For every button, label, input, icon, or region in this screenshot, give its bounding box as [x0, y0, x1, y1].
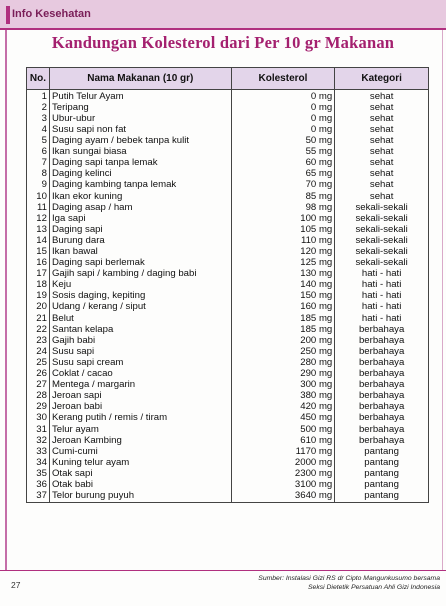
table-row: [27, 213, 429, 224]
cholesterol-value-cell: 250 mg: [231, 347, 335, 358]
category-cell: sehat: [335, 136, 429, 147]
right-margin-rule: [442, 30, 443, 570]
row-number-cell: 8: [27, 169, 50, 180]
row-number-cell: 9: [27, 180, 50, 191]
food-name-cell: Jeroan Kambing: [49, 435, 231, 446]
row-number-cell: 3: [27, 114, 50, 125]
food-name-cell: Burung dara: [49, 236, 231, 247]
cholesterol-value-cell: 85 mg: [231, 191, 335, 202]
row-number-cell: 6: [27, 147, 50, 158]
category-cell: sekali-sekali: [335, 247, 429, 258]
category-cell: sekali-sekali: [335, 258, 429, 269]
row-number-cell: 32: [27, 435, 50, 446]
category-cell: berbahaya: [335, 369, 429, 380]
food-name-cell: Daging kelinci: [49, 169, 231, 180]
cholesterol-value-cell: 610 mg: [231, 435, 335, 446]
table-row: [27, 491, 429, 503]
cholesterol-value-cell: 185 mg: [231, 324, 335, 335]
cholesterol-value-cell: 185 mg: [231, 313, 335, 324]
food-name-cell: Telor burung puyuh: [49, 491, 231, 503]
table-row: [27, 180, 429, 191]
row-number-cell: 21: [27, 313, 50, 324]
food-name-cell: Daging sapi: [49, 225, 231, 236]
category-cell: berbahaya: [335, 391, 429, 402]
category-cell: berbahaya: [335, 324, 429, 335]
row-number-cell: 30: [27, 413, 50, 424]
food-name-cell: Santan kelapa: [49, 324, 231, 335]
row-number-cell: 1: [27, 90, 50, 103]
row-number-cell: 22: [27, 324, 50, 335]
cholesterol-value-cell: 1170 mg: [231, 446, 335, 457]
cholesterol-value-cell: 105 mg: [231, 225, 335, 236]
cholesterol-value-cell: 50 mg: [231, 136, 335, 147]
food-name-cell: Daging ayam / bebek tanpa kulit: [49, 136, 231, 147]
cholesterol-value-cell: 290 mg: [231, 369, 335, 380]
category-cell: pantang: [335, 480, 429, 491]
cholesterol-value-cell: 100 mg: [231, 213, 335, 224]
food-name-cell: Iga sapi: [49, 213, 231, 224]
category-cell: hati - hati: [335, 280, 429, 291]
food-name-cell: Belut: [49, 313, 231, 324]
food-name-cell: Susu sapi cream: [49, 358, 231, 369]
row-number-cell: 23: [27, 335, 50, 346]
row-number-cell: 37: [27, 491, 50, 503]
food-name-cell: Cumi-cumi: [49, 446, 231, 457]
food-name-cell: Daging sapi berlemak: [49, 258, 231, 269]
cholesterol-value-cell: 450 mg: [231, 413, 335, 424]
food-name-cell: Daging sapi tanpa lemak: [49, 158, 231, 169]
category-cell: sekali-sekali: [335, 236, 429, 247]
category-cell: hati - hati: [335, 291, 429, 302]
column-header-food-name: Nama Makanan (10 gr): [49, 68, 231, 90]
table-row: [27, 446, 429, 457]
row-number-cell: 36: [27, 480, 50, 491]
source-citation-line-2: Seksi Dietetik Persatuan Ahli Gizi Indonesia: [308, 584, 440, 591]
page-number: 27: [11, 580, 21, 590]
page-title: Kandungan Kolesterol dari Per 10 gr Makanan: [51, 33, 395, 52]
category-cell: berbahaya: [335, 413, 429, 424]
category-cell: sekali-sekali: [335, 225, 429, 236]
row-number-cell: 7: [27, 158, 50, 169]
category-cell: berbahaya: [335, 435, 429, 446]
category-cell: hati - hati: [335, 269, 429, 280]
table-row: [27, 413, 429, 424]
cholesterol-value-cell: 3640 mg: [231, 491, 335, 503]
row-number-cell: 16: [27, 258, 50, 269]
category-cell: sehat: [335, 147, 429, 158]
table-row: [27, 313, 429, 324]
cholesterol-value-cell: 500 mg: [231, 424, 335, 435]
category-cell: sehat: [335, 191, 429, 202]
cholesterol-value-cell: 420 mg: [231, 402, 335, 413]
food-name-cell: Gajih sapi / kambing / daging babi: [49, 269, 231, 280]
table-header-row: [27, 68, 429, 90]
cholesterol-value-cell: 98 mg: [231, 202, 335, 213]
category-cell: berbahaya: [335, 335, 429, 346]
table-row: [27, 90, 429, 103]
cholesterol-value-cell: 380 mg: [231, 391, 335, 402]
food-name-cell: Udang / kerang / siput: [49, 302, 231, 313]
row-number-cell: 24: [27, 347, 50, 358]
header-accent-mark: [6, 6, 10, 24]
food-name-cell: Ikan ekor kuning: [49, 191, 231, 202]
category-cell: hati - hati: [335, 313, 429, 324]
table-row: [27, 347, 429, 358]
category-cell: sehat: [335, 103, 429, 114]
category-cell: sehat: [335, 169, 429, 180]
food-name-cell: Ikan bawal: [49, 247, 231, 258]
cholesterol-value-cell: 150 mg: [231, 291, 335, 302]
row-number-cell: 10: [27, 191, 50, 202]
food-name-cell: Jeroan sapi: [49, 391, 231, 402]
row-number-cell: 12: [27, 213, 50, 224]
table-row: [27, 458, 429, 469]
row-number-cell: 20: [27, 302, 50, 313]
cholesterol-value-cell: 300 mg: [231, 380, 335, 391]
row-number-cell: 11: [27, 202, 50, 213]
category-cell: sehat: [335, 125, 429, 136]
cholesterol-value-cell: 280 mg: [231, 358, 335, 369]
cholesterol-value-cell: 3100 mg: [231, 480, 335, 491]
food-name-cell: Teripang: [49, 103, 231, 114]
cholesterol-value-cell: 55 mg: [231, 147, 335, 158]
category-cell: hati - hati: [335, 302, 429, 313]
table-row: [27, 191, 429, 202]
section-title: Info Kesehatan: [12, 8, 91, 20]
column-header-no: No.: [27, 68, 50, 90]
row-number-cell: 35: [27, 469, 50, 480]
category-cell: pantang: [335, 458, 429, 469]
cholesterol-value-cell: 60 mg: [231, 158, 335, 169]
row-number-cell: 25: [27, 358, 50, 369]
row-number-cell: 18: [27, 280, 50, 291]
food-name-cell: Gajih babi: [49, 335, 231, 346]
row-number-cell: 4: [27, 125, 50, 136]
food-name-cell: Ikan sungai biasa: [49, 147, 231, 158]
row-number-cell: 17: [27, 269, 50, 280]
cholesterol-value-cell: 160 mg: [231, 302, 335, 313]
row-number-cell: 15: [27, 247, 50, 258]
row-number-cell: 28: [27, 391, 50, 402]
food-name-cell: Coklat / cacao: [49, 369, 231, 380]
food-name-cell: Susu sapi: [49, 347, 231, 358]
table-row: [27, 424, 429, 435]
left-margin-rule: [5, 30, 7, 570]
row-number-cell: 27: [27, 380, 50, 391]
category-cell: sehat: [335, 114, 429, 125]
category-cell: sehat: [335, 158, 429, 169]
category-cell: berbahaya: [335, 358, 429, 369]
row-number-cell: 19: [27, 291, 50, 302]
table-row: [27, 335, 429, 346]
table-row: [27, 324, 429, 335]
food-name-cell: Kuning telur ayam: [49, 458, 231, 469]
row-number-cell: 33: [27, 446, 50, 457]
table-row: [27, 202, 429, 213]
category-cell: sekali-sekali: [335, 213, 429, 224]
food-name-cell: Putih Telur Ayam: [49, 90, 231, 103]
category-cell: sehat: [335, 90, 429, 103]
food-name-cell: Susu sapi non fat: [49, 125, 231, 136]
food-name-cell: Otak babi: [49, 480, 231, 491]
cholesterol-value-cell: 120 mg: [231, 247, 335, 258]
food-name-cell: Ubur-ubur: [49, 114, 231, 125]
table-row: [27, 103, 429, 114]
category-cell: pantang: [335, 446, 429, 457]
source-citation-line-1: Sumber: Instalasi Gizi RS dr Cipto Mangunkusumo bersama: [258, 575, 440, 582]
row-number-cell: 29: [27, 402, 50, 413]
food-name-cell: Daging kambing tanpa lemak: [49, 180, 231, 191]
row-number-cell: 26: [27, 369, 50, 380]
category-cell: sekali-sekali: [335, 202, 429, 213]
table-body: [27, 90, 429, 503]
cholesterol-value-cell: 0 mg: [231, 125, 335, 136]
category-cell: pantang: [335, 491, 429, 503]
category-cell: sehat: [335, 180, 429, 191]
table-row: [27, 225, 429, 236]
cholesterol-value-cell: 0 mg: [231, 114, 335, 125]
row-number-cell: 31: [27, 424, 50, 435]
row-number-cell: 5: [27, 136, 50, 147]
food-name-cell: Telur ayam: [49, 424, 231, 435]
cholesterol-table: [26, 67, 429, 503]
cholesterol-value-cell: 2300 mg: [231, 469, 335, 480]
category-cell: berbahaya: [335, 347, 429, 358]
row-number-cell: 13: [27, 225, 50, 236]
row-number-cell: 34: [27, 458, 50, 469]
section-header: [0, 0, 446, 30]
food-name-cell: Mentega / margarin: [49, 380, 231, 391]
table-row: [27, 302, 429, 313]
table-row: [27, 435, 429, 446]
row-number-cell: 14: [27, 236, 50, 247]
column-header-category: Kategori: [335, 68, 429, 90]
cholesterol-value-cell: 130 mg: [231, 269, 335, 280]
category-cell: berbahaya: [335, 380, 429, 391]
food-name-cell: Daging asap / ham: [49, 202, 231, 213]
food-name-cell: Kerang putih / remis / tiram: [49, 413, 231, 424]
cholesterol-value-cell: 0 mg: [231, 90, 335, 103]
cholesterol-value-cell: 110 mg: [231, 236, 335, 247]
cholesterol-value-cell: 125 mg: [231, 258, 335, 269]
cholesterol-value-cell: 200 mg: [231, 335, 335, 346]
category-cell: berbahaya: [335, 424, 429, 435]
food-name-cell: Keju: [49, 280, 231, 291]
cholesterol-value-cell: 70 mg: [231, 180, 335, 191]
cholesterol-value-cell: 140 mg: [231, 280, 335, 291]
category-cell: pantang: [335, 469, 429, 480]
category-cell: berbahaya: [335, 402, 429, 413]
cholesterol-value-cell: 0 mg: [231, 103, 335, 114]
row-number-cell: 2: [27, 103, 50, 114]
food-name-cell: Jeroan babi: [49, 402, 231, 413]
column-header-cholesterol: Kolesterol: [231, 68, 335, 90]
cholesterol-value-cell: 2000 mg: [231, 458, 335, 469]
footer-rule: [0, 570, 446, 571]
cholesterol-value-cell: 65 mg: [231, 169, 335, 180]
food-name-cell: Sosis daging, kepiting: [49, 291, 231, 302]
food-name-cell: Otak sapi: [49, 469, 231, 480]
